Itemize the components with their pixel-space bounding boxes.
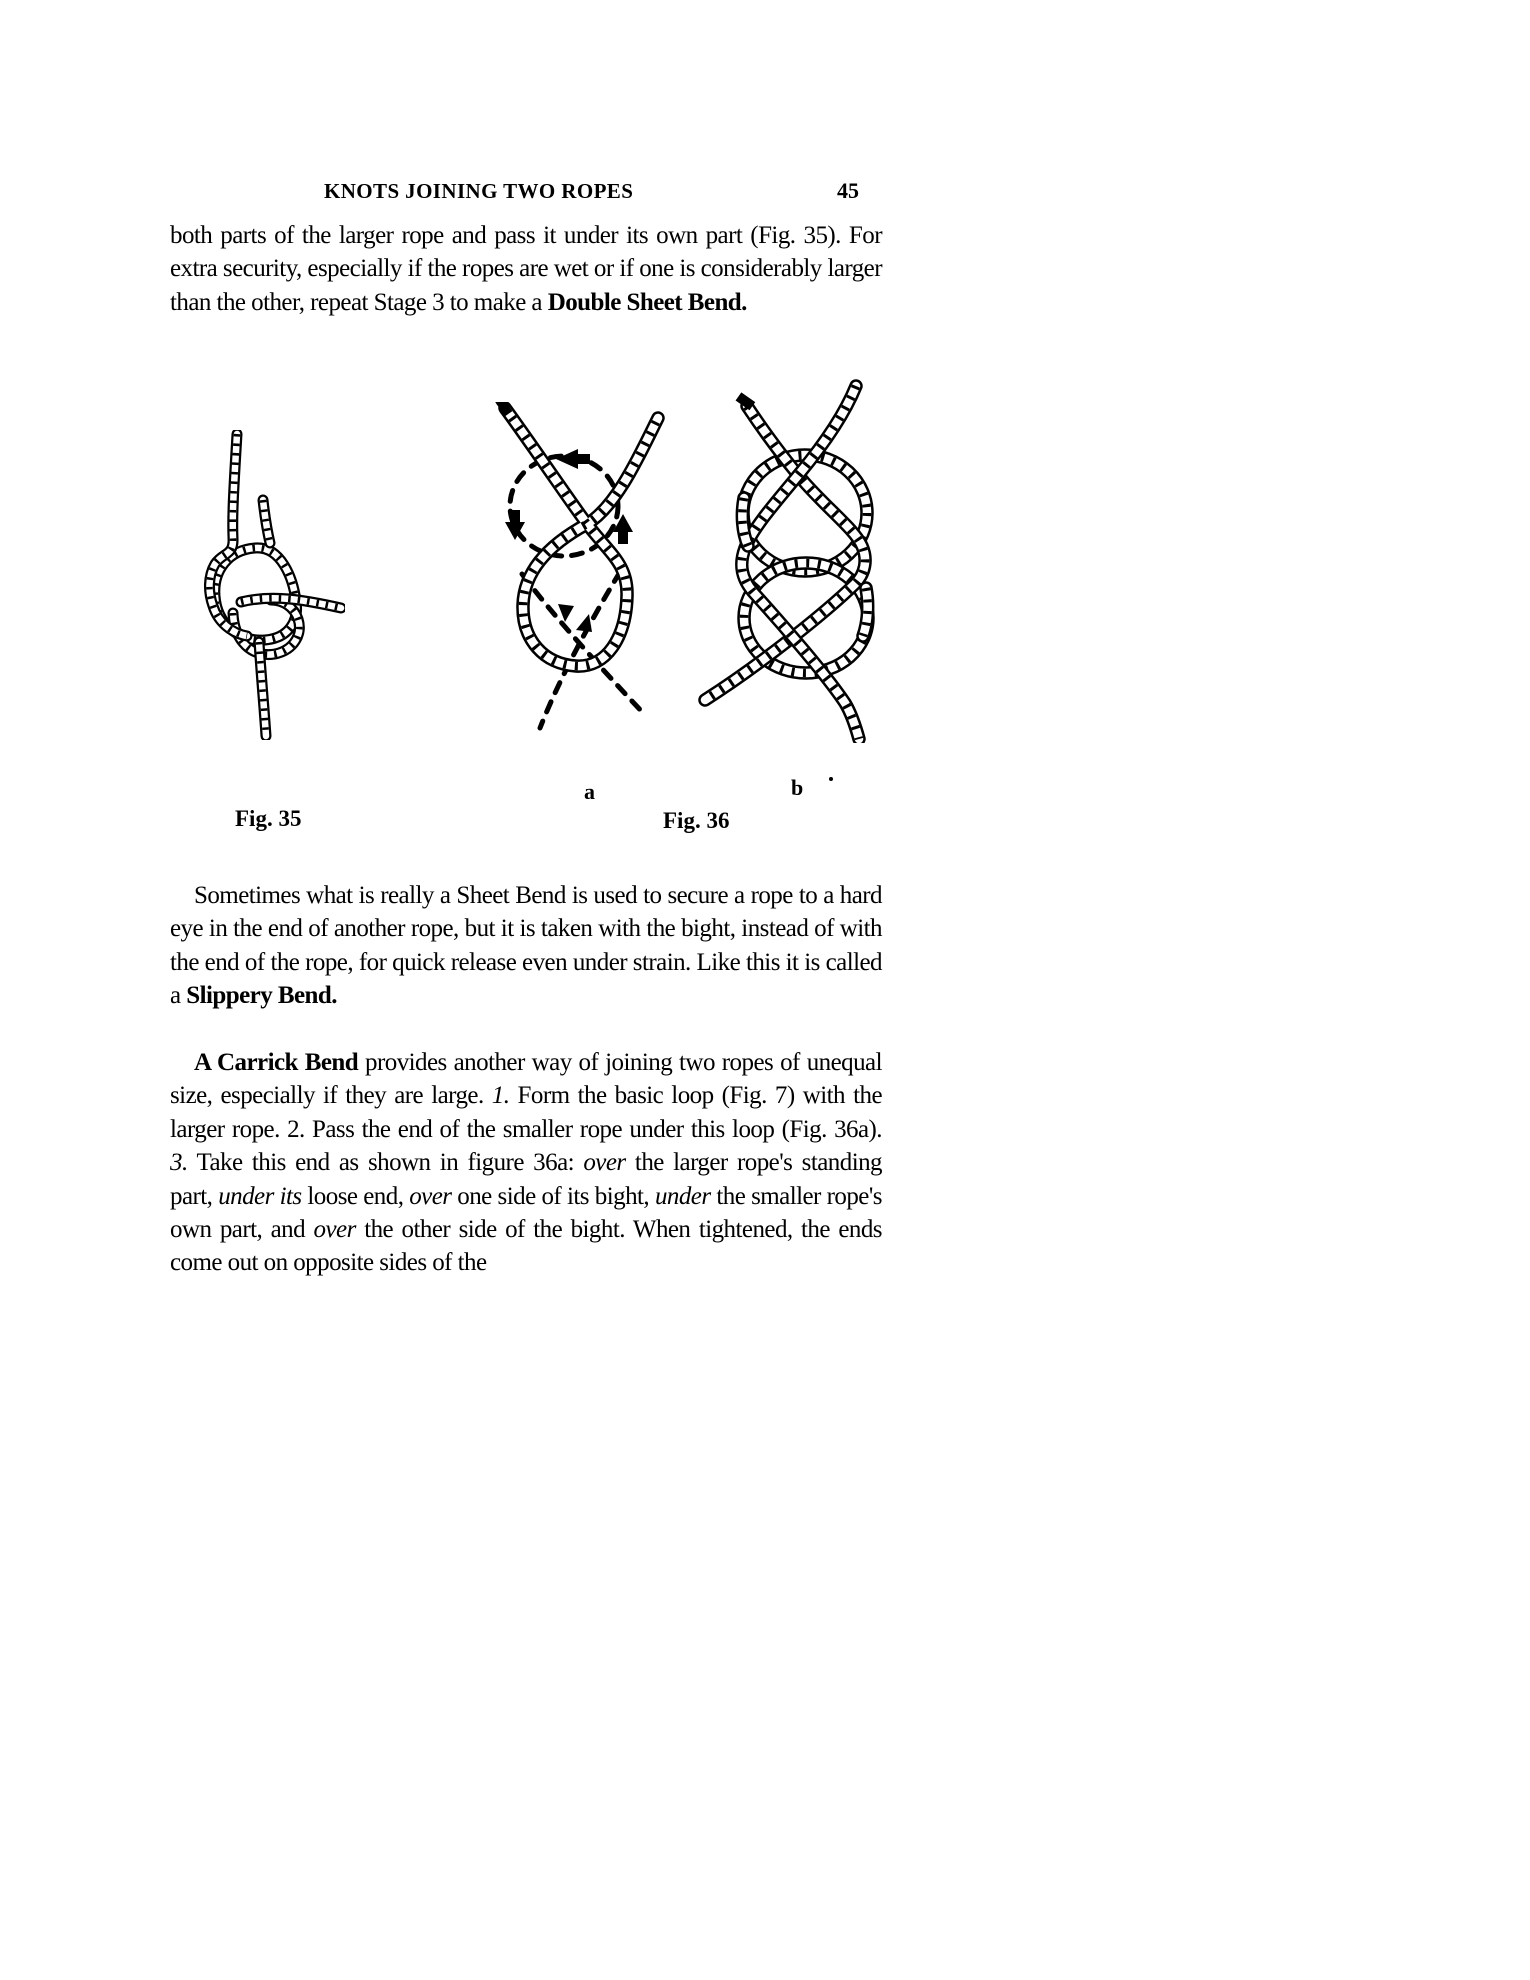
fig35-double-sheet-bend-illustration xyxy=(195,430,345,740)
text-run: Take this end as shown in figure 36a: xyxy=(187,1149,584,1177)
text-run: the smaller rope's own part, and xyxy=(170,1182,882,1244)
text-run: Sometimes what is really a Sheet Bend is used to secure a rope to a hard eye in the end of another rope, but it is taken with the bight, instead of with the end of the rope, for quick release even under strain. Like this it is called a xyxy=(170,882,882,1010)
text-run: Double Sheet Bend. xyxy=(547,288,747,316)
fig36a-carrick-bend-step-illustration xyxy=(492,402,667,737)
text-run: under its xyxy=(218,1182,302,1210)
fig36b-carrick-bend-illustration xyxy=(675,378,910,743)
page-number: 45 xyxy=(837,178,859,203)
text-run: A Carrick Bend xyxy=(194,1049,359,1076)
fig36a-label: a xyxy=(584,779,595,804)
paragraph-slippery-bend xyxy=(170,879,882,1013)
paragraph-double-sheet-bend xyxy=(170,219,882,319)
text-run: over xyxy=(409,1182,452,1210)
text-run: provides another way of joining two ropes of unequal size, especially if they are large. xyxy=(170,1049,882,1110)
text-run: the larger rope's standing part, xyxy=(170,1149,882,1210)
fig36b-label: b xyxy=(791,775,804,800)
text-run: 1. xyxy=(491,1082,510,1110)
text-run: under xyxy=(654,1182,711,1210)
arrow-left-icon xyxy=(556,449,590,469)
arrowhead-icon xyxy=(558,604,574,622)
fig35-caption: Fig. 35 xyxy=(235,806,302,831)
paragraph-carrick-bend xyxy=(170,1046,882,1280)
text-run: one side of its bight, xyxy=(451,1182,655,1210)
text-run: 3. xyxy=(170,1149,188,1177)
text-run: the other side of the bight. When tightened, the ends come out on opposite sides of the xyxy=(170,1216,882,1277)
running-header-title: KNOTS JOINING TWO ROPES xyxy=(324,179,634,203)
text-run: over xyxy=(583,1149,626,1177)
text-run: over xyxy=(313,1216,356,1244)
text-run: both parts of the larger rope and pass it under its own part (Fig. 35). For extra security, especially if the ropes are wet or if one is considerably larger than the other, repeat Stage 3 to make a xyxy=(170,222,882,316)
text-run: Slippery Bend. xyxy=(186,982,337,1010)
print-speck xyxy=(829,777,833,781)
text-run: loose end, xyxy=(301,1182,410,1210)
arrowhead-icon xyxy=(576,614,592,632)
fig36-caption: Fig. 36 xyxy=(663,808,730,833)
text-run: Form the basic loop (Fig. 7) with the larger rope. 2. Pass the end of the smaller rope under this loop (Fig. 36a). xyxy=(170,1082,882,1143)
